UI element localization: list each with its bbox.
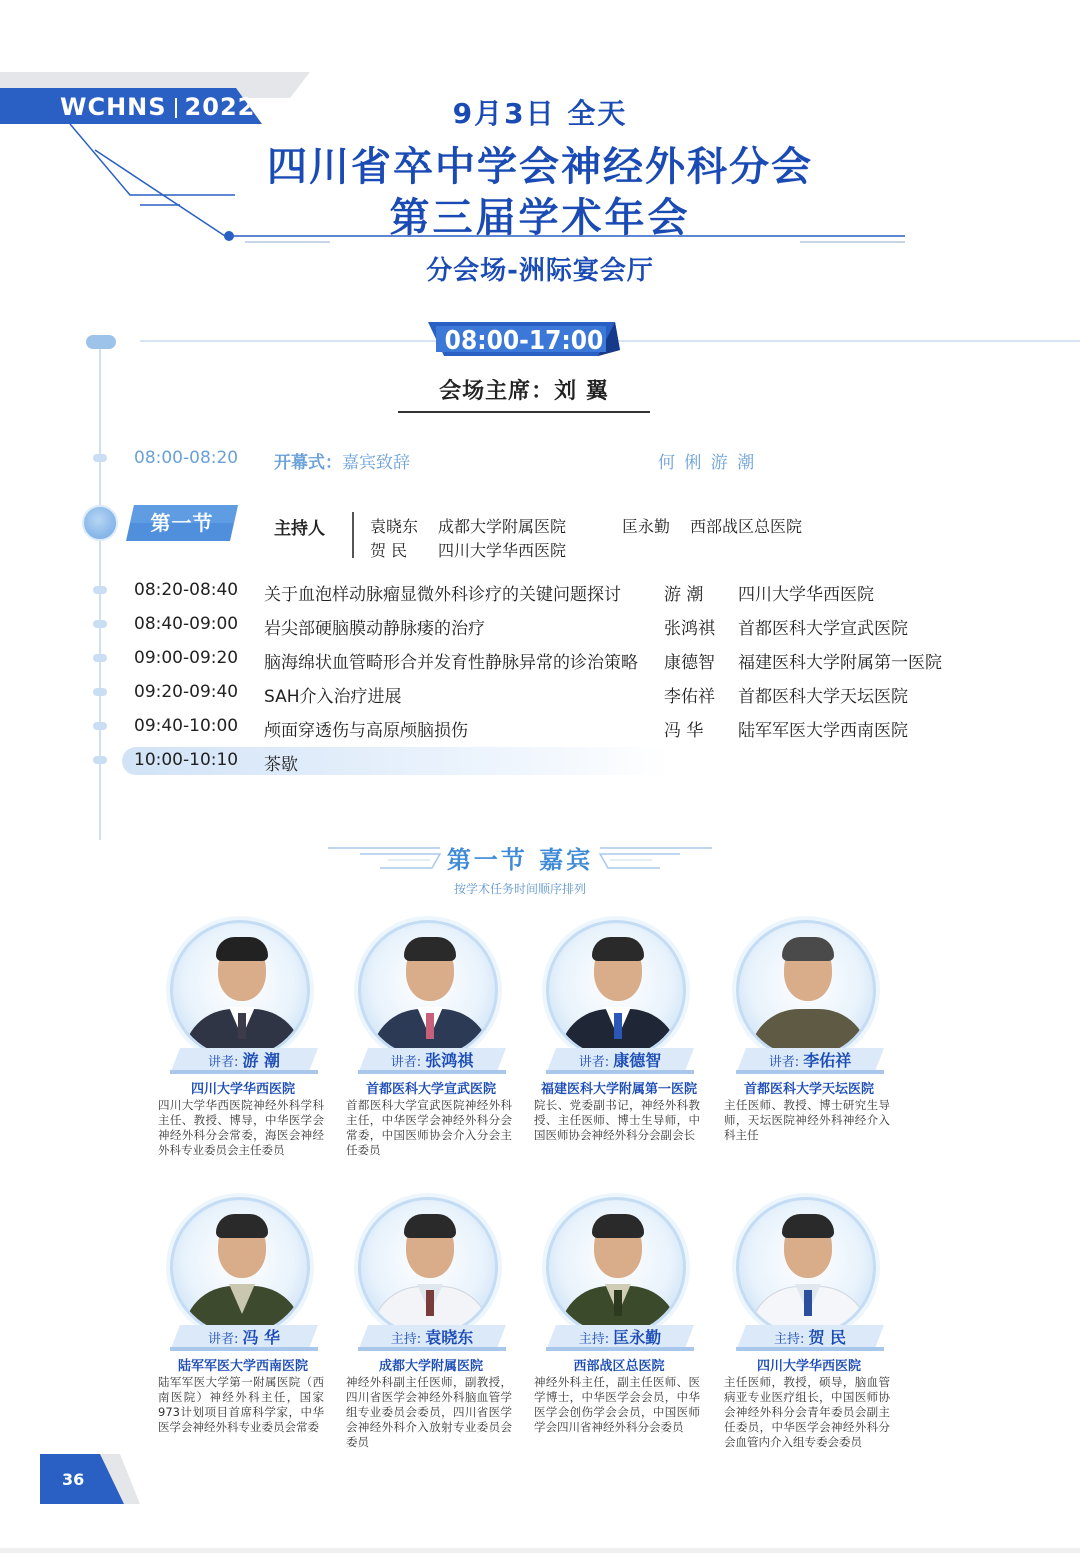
guest-hospital: 首都医科大学天坛医院	[743, 1082, 874, 1097]
guest-name: 康德智	[613, 1051, 662, 1070]
guest-bio: 陆军军医大学第一附属医院（西南医院）神经外科主任，国家973计划项目首席科学家，中华医学会神经外科专业委员会常委	[158, 1375, 324, 1434]
timeline-dot	[93, 722, 107, 730]
host-label: 主持人	[274, 519, 325, 539]
guest-name: 游 潮	[242, 1051, 281, 1070]
host-hospital: 四川大学华西医院	[438, 541, 567, 560]
guest-role: 讲者:	[207, 1332, 239, 1347]
talk-hospital: 首都医科大学天坛医院	[738, 687, 908, 707]
guest-bio: 四川大学华西医院神经外科学科主任、教授、博导，中华医学会神经外科分会常委，海医会神经外科专业委员会主任委员	[158, 1098, 324, 1157]
talk-topic: 关于血泡样动脉瘤显微外科诊疗的关键问题探讨	[264, 585, 621, 605]
session-badge: 第一节	[150, 511, 214, 535]
event-title-line1: 四川省卒中学会神经外科分会	[267, 144, 813, 190]
guest-bio: 神经外科副主任医师，副教授，四川省医学会神经外科脑血管学组专业委员会委员，四川省医学会神经外科介入放射专业委员会委员	[346, 1375, 512, 1449]
bottom-edge	[0, 1548, 1080, 1553]
host-entry	[622, 514, 802, 537]
guest-name-ribbon	[170, 1048, 318, 1074]
guest-name: 李佑祥	[803, 1051, 852, 1070]
talk-hospital: 首都医科大学宣武医院	[738, 619, 908, 639]
talk-speaker: 李佑祥	[664, 687, 715, 707]
guest-bio: 主任医师、教授、博士研究生导师，天坛医院神经外科神经介入科主任	[724, 1098, 890, 1142]
session-chair: 会场主席：刘 翼	[398, 374, 650, 413]
timeline-cap	[86, 335, 116, 349]
talk-hospital: 福建医科大学附属第一医院	[738, 653, 942, 673]
page-number: 36	[62, 1470, 85, 1489]
time-range: 08:00-17:00	[444, 326, 604, 356]
talk-time: 09:20-09:40	[134, 682, 239, 702]
timeline-dot	[93, 654, 107, 662]
talk-time: 08:40-09:00	[134, 614, 239, 634]
guest-role: 讲者:	[207, 1055, 239, 1070]
guest-hospital: 福建医科大学附属第一医院	[540, 1082, 697, 1097]
guest-portrait	[170, 920, 310, 1060]
timeline-dot	[93, 756, 107, 764]
host-hospital: 西部战区总医院	[690, 517, 803, 536]
guest-portrait	[736, 1197, 876, 1337]
guest-role: 讲者:	[390, 1055, 422, 1070]
guest-hospital: 四川大学华西医院	[190, 1082, 295, 1097]
host-divider	[352, 512, 354, 558]
brain-icon	[82, 505, 118, 541]
guest-name: 张鸿祺	[425, 1051, 474, 1070]
talk-speaker: 张鸿祺	[664, 619, 715, 639]
talk-hospital: 陆军军医大学西南医院	[738, 721, 908, 741]
guest-hospital: 首都医科大学宣武医院	[365, 1082, 496, 1097]
guest-name: 匡永勤	[613, 1328, 662, 1347]
guest-bio: 主任医师，教授，硕导，脑血管病亚专业医疗组长，中国医师协会神经外科分会青年委员会副主任委员，中华医学会神经外科分会血管内介入组专委会委员	[724, 1375, 890, 1449]
break-time: 10:00-10:10	[134, 750, 239, 770]
guest-hospital: 陆军军医大学西南医院	[177, 1359, 308, 1374]
guest-name-ribbon	[358, 1325, 506, 1351]
opening-label-text: 开幕式：	[274, 453, 342, 473]
timeline-dot	[93, 620, 107, 628]
host-entry	[370, 514, 566, 537]
talk-topic: SAH介入治疗进展	[264, 687, 402, 707]
talk-topic: 颅面穿透伤与高原颅脑损伤	[264, 721, 468, 741]
guest-name: 贺 民	[808, 1328, 847, 1347]
guests-subtitle: 按学术任务时间顺序排列	[453, 882, 586, 896]
guest-portrait	[358, 920, 498, 1060]
talk-time: 09:00-09:20	[134, 648, 239, 668]
guest-name-ribbon	[546, 1048, 694, 1074]
event-title-line2: 第三届学术年会	[389, 195, 691, 241]
guest-role: 讲者:	[578, 1055, 610, 1070]
guest-portrait	[170, 1197, 310, 1337]
opening-people: 何 俐 游 潮	[658, 453, 757, 473]
opening-detail: 嘉宾致辞	[342, 453, 410, 473]
opening-label	[274, 448, 410, 473]
guest-role: 讲者:	[768, 1055, 800, 1070]
guest-role: 主持:	[390, 1332, 422, 1347]
guest-name-ribbon	[170, 1325, 318, 1351]
talk-hospital: 四川大学华西医院	[738, 585, 874, 605]
host-name: 贺 民	[370, 541, 408, 560]
brand-name: WCHNS	[60, 93, 167, 121]
talk-speaker: 康德智	[664, 653, 715, 673]
guest-name: 冯 华	[242, 1328, 281, 1347]
opening-time: 08:00-08:20	[134, 448, 239, 468]
talk-speaker: 游 潮	[664, 585, 704, 605]
guest-role: 主持:	[578, 1332, 610, 1347]
brand-year: 2022	[184, 93, 256, 121]
guest-portrait	[546, 920, 686, 1060]
timeline-dot	[93, 586, 107, 594]
talk-topic: 岩尖部硬脑膜动静脉瘘的治疗	[264, 619, 485, 639]
guest-hospital: 成都大学附属医院	[378, 1359, 483, 1374]
talk-speaker: 冯 华	[664, 721, 704, 741]
guest-hospital: 西部战区总医院	[573, 1359, 665, 1374]
timeline-dot	[93, 688, 107, 696]
talk-topic: 脑海绵状血管畸形合并发育性静脉异常的诊治策略	[264, 653, 638, 673]
event-date: 9月3日 全天	[452, 97, 628, 130]
guests-title: 第一节 嘉宾	[446, 846, 594, 874]
guest-portrait	[546, 1197, 686, 1337]
break-label: 茶歇	[264, 755, 298, 775]
host-hospital: 成都大学附属医院	[438, 517, 567, 536]
guest-name: 袁晓东	[425, 1328, 474, 1347]
guest-portrait	[736, 920, 876, 1060]
guest-bio: 首都医科大学宣武医院神经外科主任，中华医学会神经外科分会常委，中国医师协会介入分会主任委员	[346, 1098, 512, 1157]
timeline-dot	[93, 454, 107, 462]
venue-title: 分会场-洲际宴会厅	[426, 256, 654, 286]
guest-name-ribbon	[736, 1325, 884, 1351]
guest-bio: 院长、党委副书记，神经外科教授、主任医师、博士生导师，中国医师协会神经外科分会副会长	[534, 1098, 700, 1142]
host-name: 匡永勤	[622, 517, 671, 536]
guest-bio: 神经外科主任，副主任医师、医学博士，中华医学会会员，中华医学会创伤学会会员，中国医师学会四川省神经外科分会委员	[534, 1375, 700, 1434]
talk-time: 08:20-08:40	[134, 580, 239, 600]
guest-name-ribbon	[736, 1048, 884, 1074]
guest-hospital: 四川大学华西医院	[756, 1359, 861, 1374]
guest-name-ribbon	[546, 1325, 694, 1351]
talk-time: 09:40-10:00	[134, 716, 239, 736]
guest-role: 主持:	[773, 1332, 805, 1347]
guest-name-ribbon	[358, 1048, 506, 1074]
host-name: 袁晓东	[370, 517, 419, 536]
guest-portrait	[358, 1197, 498, 1337]
host-entry	[370, 538, 566, 561]
